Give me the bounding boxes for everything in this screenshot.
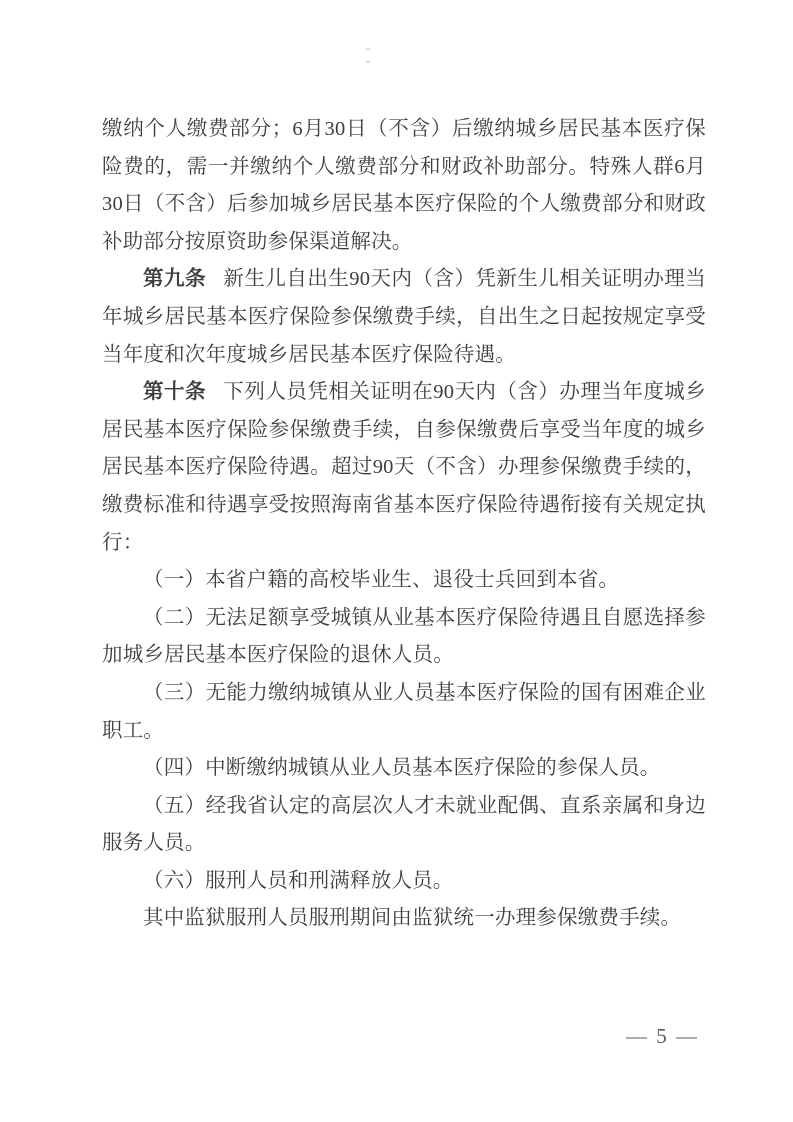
- paragraph-item-2: [102, 600, 706, 675]
- paragraph-text: 缴纳个人缴费部分；6月30日（不含）后缴纳城乡居民基本医疗保险费的，需一并缴纳个人缴费部分和财政补助部分。特殊人群6月30日（不含）后参加城乡居民基本医疗保险的个人缴费部分和财政补助部分按原资助参保渠道解决。: [102, 118, 706, 253]
- paragraph-text: （六）服刑人员和刑满释放人员。: [143, 869, 454, 892]
- page-number: — 5 —: [626, 1024, 699, 1048]
- paragraph-text: （一）本省户籍的高校毕业生、退役士兵回到本省。: [143, 569, 620, 592]
- paragraph-item-5: [102, 788, 706, 863]
- paragraph-text: 下列人员凭相关证明在90天内（含）办理当年度城乡居民基本医疗保险参保缴费手续，自参保缴费后享受当年度的城乡居民基本医疗保险待遇。超过90天（不含）办理参保缴费手续的，缴费标准和待遇享受按照海南省基本医疗保险待遇衔接有关规定执行：: [102, 381, 706, 554]
- paragraph-item-4: [102, 750, 706, 788]
- scan-speck-artifact: [366, 48, 370, 63]
- document-body: [102, 111, 706, 938]
- paragraph-text: （四）中断缴纳城镇从业人员基本医疗保险的参保人员。: [143, 757, 661, 780]
- paragraph-text: （五）经我省认定的高层次人才未就业配偶、直系亲属和身边服务人员。: [102, 794, 706, 855]
- paragraph-item-1: [102, 562, 706, 600]
- paragraph-text: （三）无能力缴纳城镇从业人员基本医疗保险的国有困难企业职工。: [102, 681, 706, 742]
- paragraph-prison-note: [102, 900, 706, 938]
- paragraph-continuation: [102, 111, 706, 261]
- paragraph-article-9: [102, 261, 706, 374]
- paragraph-text: （二）无法足额享受城镇从业基本医疗保险待遇且自愿选择参加城乡居民基本医疗保险的退休人员。: [102, 606, 706, 667]
- paragraph-text: 新生儿自出生90天内（含）凭新生儿相关证明办理当年城乡居民基本医疗保险参保缴费手续，自出生之日起按规定享受当年度和次年度城乡居民基本医疗保险待遇。: [102, 268, 706, 366]
- paragraph-article-10: [102, 374, 706, 562]
- article-number-heading: 第十条: [143, 381, 206, 404]
- paragraph-item-3: [102, 675, 706, 750]
- paragraph-item-6: [102, 863, 706, 901]
- paragraph-text: 其中监狱服刑人员服刑期间由监狱统一办理参保缴费手续。: [143, 907, 682, 930]
- article-number-heading: 第九条: [143, 268, 206, 291]
